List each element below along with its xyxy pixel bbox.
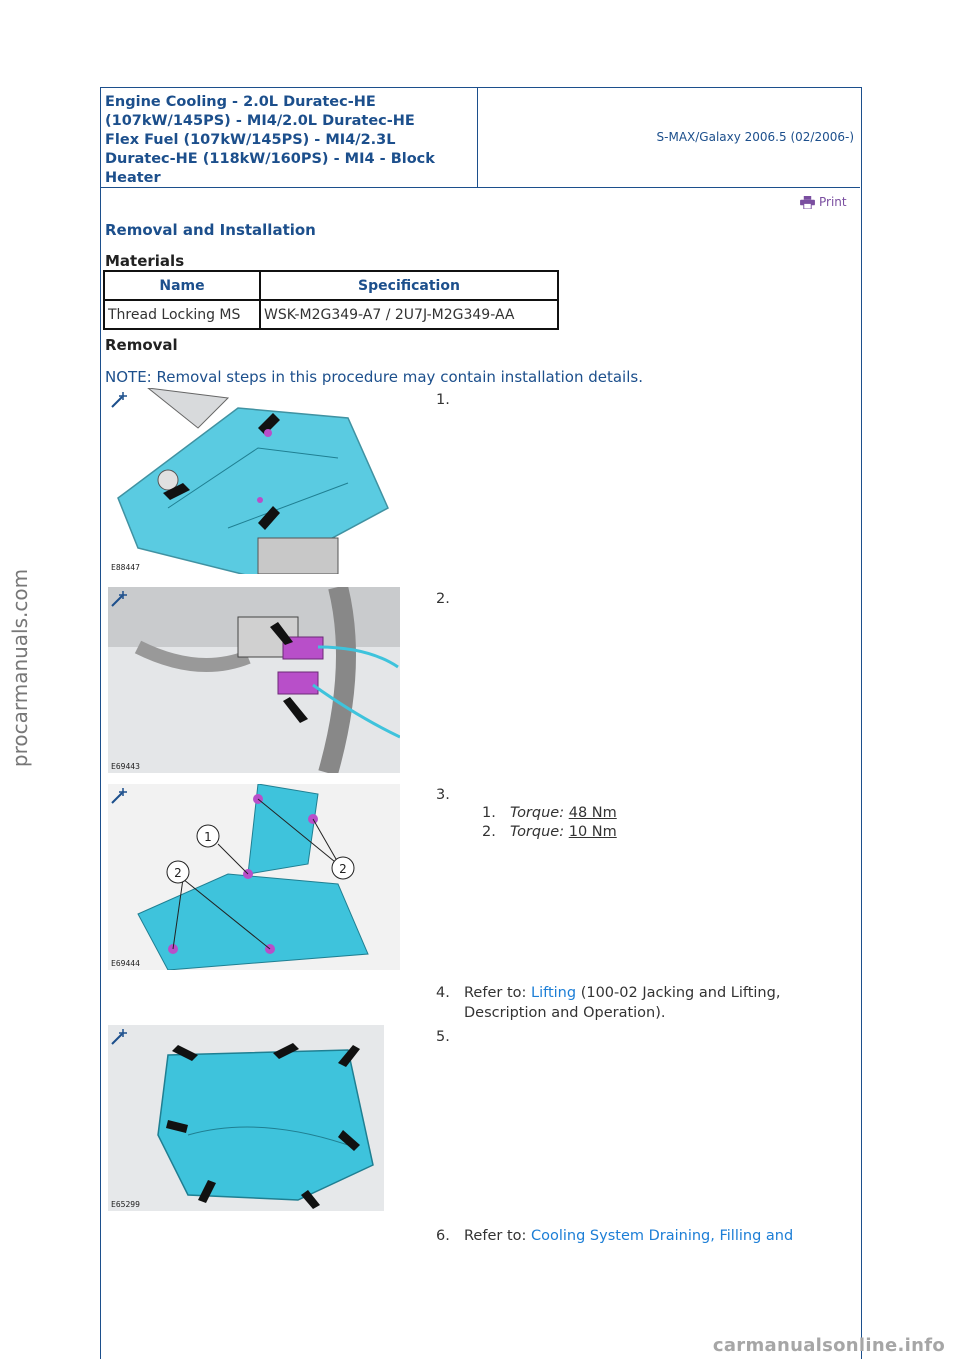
lifting-link[interactable]: Lifting: [531, 985, 577, 1001]
step-number: 6.: [436, 1228, 450, 1244]
step-number: 1.: [436, 392, 450, 408]
zoom-icon[interactable]: [110, 589, 129, 608]
image-code: E69444: [111, 959, 140, 968]
zoom-icon[interactable]: [110, 390, 129, 409]
table-cell: Thread Locking MS: [104, 300, 260, 329]
step-number: 3.: [436, 787, 450, 803]
table-cell: WSK-M2G349-A7 / 2U7J-M2G349-AA: [260, 300, 558, 329]
materials-table: [103, 270, 559, 330]
step-number: 5.: [436, 1029, 450, 1045]
bottom-watermark: carmanualsonline.info: [712, 1335, 945, 1356]
column-header: Name: [104, 271, 260, 300]
step-3-illustration[interactable]: [108, 784, 400, 970]
image-code: E65299: [111, 1200, 140, 1209]
removal-title: Removal: [105, 336, 178, 354]
column-header: Specification: [260, 271, 558, 300]
splash-shield-drawing: [108, 1025, 384, 1211]
callout-label: 1: [204, 830, 212, 844]
callout-label: 2: [339, 862, 347, 876]
step-number: 2.: [436, 591, 450, 607]
vehicle-model: S-MAX/Galaxy 2006.5 (02/2006-): [656, 130, 854, 144]
zoom-icon[interactable]: [110, 786, 129, 805]
step-2-illustration[interactable]: [108, 587, 400, 773]
step-1-illustration[interactable]: [108, 388, 400, 574]
document-title: Engine Cooling - 2.0L Duratec-HE (107kW/145PS) - MI4/2.0L Duratec-HE Flex Fuel (107kW/145PS) - MI4/2.3L Duratec-HE (118kW/160PS) - MI4 - Block Heater: [100, 87, 478, 187]
callout-label: 2: [174, 866, 182, 880]
materials-title: Materials: [105, 252, 185, 270]
zoom-icon[interactable]: [110, 1027, 129, 1046]
side-watermark: procarmanuals.com: [8, 568, 32, 768]
connector-drawing: [108, 587, 400, 773]
step-5-illustration[interactable]: [108, 1025, 384, 1211]
engine-cover-drawing: [108, 388, 400, 574]
torque-value: 10 Nm: [568, 824, 617, 840]
heat-shield-drawing: [108, 784, 400, 970]
section-title: Removal and Installation: [105, 221, 316, 239]
cooling-system-link[interactable]: Cooling System Draining, Filling and: [531, 1228, 794, 1244]
step-number: 4.: [436, 985, 450, 1001]
print-button[interactable]: Print: [800, 195, 847, 209]
document-header: [100, 87, 860, 188]
note-text: NOTE: Removal steps in this procedure may contain installation details.: [105, 368, 643, 386]
torque-value: 48 Nm: [568, 805, 617, 821]
printer-icon: [800, 196, 815, 209]
image-code: E88447: [111, 563, 140, 572]
table-row: [104, 300, 558, 329]
image-code: E69443: [111, 762, 140, 771]
